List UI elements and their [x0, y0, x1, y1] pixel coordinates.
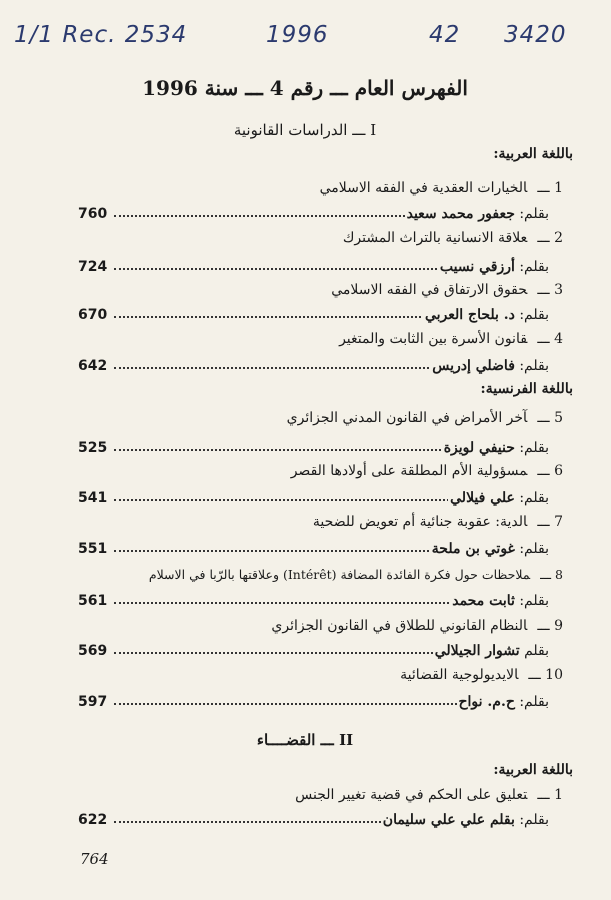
page-number: 551: [78, 541, 108, 557]
entry-author-line: 670 بقلم: د. بلحاج العربي: [78, 307, 549, 323]
author-name: تشوار الجيلالي: [434, 643, 520, 659]
entry-number: 9 ـــ: [537, 618, 563, 634]
page-number: 622: [78, 812, 108, 828]
entry-author-line: 760 بقلم: جعفور محمد سعيد: [78, 206, 549, 222]
author-name: علي فيلالي: [450, 490, 515, 506]
author-name: غوتي بن ملحة: [431, 541, 515, 557]
author-name: بقلم علي علي سليمان: [382, 812, 515, 828]
entry-author-line: 561 بقلم: ثابت محمد: [78, 593, 549, 609]
page-number: 525: [78, 440, 108, 456]
handwritten-ref: 1/1 Rec. 2534: [14, 22, 188, 48]
page-title: الفهرس العام ـــ رقم 4 ـــ سنة 1996: [142, 76, 468, 100]
page-number: 642: [78, 358, 108, 374]
handwritten-annotation: [14, 22, 574, 58]
entry-title: 8 ـــملاحظات حول فكرة الفائدة المضافة (Intérêt) وعلاقتها بالرّبا في الاسلام: [148, 567, 563, 582]
language-label-arabic: باللغة العربية:: [493, 762, 573, 778]
entry-title: 6 ـــمسؤولية الأم المطلقة على أولادها القصر: [290, 463, 563, 479]
author-name: فاضلي إدريس: [432, 358, 515, 374]
entry-author-line: 622 بقلم: بقلم علي علي سليمان: [78, 812, 549, 828]
page-number: 569: [78, 643, 108, 659]
entry-title: 9 ـــالنظام القانوني للطلاق في القانون الجزائري: [271, 618, 563, 634]
author-name: ح.م. نواح: [458, 694, 515, 710]
entry-author-line: 551 بقلم: غوتي بن ملحة: [78, 541, 549, 557]
language-label-arabic: باللغة العربية:: [493, 146, 573, 162]
entry-author-line: 525 بقلم: حنيفي لويزة: [78, 440, 549, 456]
entry-title: 7 ـــالدية: عقوبة جنائية أم تعويض للضحية: [312, 514, 563, 530]
entry-number: 10 ـــ: [528, 667, 563, 683]
footer-page-number: 764: [80, 850, 109, 868]
author-name: د. بلحاج العربي: [424, 307, 515, 323]
page-number: 760: [78, 206, 108, 222]
entry-title: 3 ـــحقوق الارتفاق في الفقه الاسلامي: [331, 282, 563, 298]
entry-number: 5 ـــ: [537, 410, 563, 426]
section-heading-judiciary: II ـــ القضــــاء: [256, 731, 354, 749]
entry-title: 1 ـــتعليق على الحكم في قضية تغيير الجنس: [295, 787, 563, 803]
page-number: 561: [78, 593, 108, 609]
handwritten-vol: 42: [429, 22, 461, 48]
entry-number: 3 ـــ: [537, 282, 563, 298]
entry-title: 2 ـــعلاقة الانسانية بالتراث المشترك: [342, 230, 563, 246]
entry-number: 8 ـــ: [540, 567, 563, 582]
entry-author-line: 597 بقلم: ح.م. نواح: [78, 694, 549, 710]
entry-title: 4 ـــقانون الأسرة بين الثابت والمتغير: [339, 331, 563, 347]
page-number: 724: [78, 259, 108, 275]
entry-author-line: 541 بقلم: علي فيلالي: [78, 490, 549, 506]
page-number: 541: [78, 490, 108, 506]
entry-number: 7 ـــ: [537, 514, 563, 530]
entry-title: 1 ـــالخيارات العقدية في الفقه الاسلامي: [319, 180, 563, 196]
author-name: حنيفي لويزة: [443, 440, 515, 456]
entry-number: 2 ـــ: [537, 230, 563, 246]
entry-author-line: 642 بقلم: فاضلي إدريس: [78, 358, 549, 374]
entry-title: 10 ـــالايديولوجية القضائية: [400, 667, 563, 683]
page-number: 670: [78, 307, 108, 323]
handwritten-year: 1996: [266, 22, 329, 48]
entry-author-line: 569 بقلم تشوار الجيلالي: [78, 643, 549, 659]
entry-number: 4 ـــ: [537, 331, 563, 347]
entry-title: 5 ـــآخر الأمراض في القانون المدني الجزائري: [286, 410, 563, 426]
page-number: 597: [78, 694, 108, 710]
handwritten-code: 3420: [504, 22, 567, 48]
entry-number: 1 ـــ: [537, 180, 563, 196]
language-label-french: باللغة الفرنسية:: [480, 381, 573, 397]
author-name: جعفور محمد سعيد: [406, 206, 515, 222]
entry-number: 6 ـــ: [537, 463, 563, 479]
section-heading-legal-studies: I ـــ الدراسات القانونية: [233, 121, 377, 139]
author-name: ثابت محمد: [452, 593, 515, 609]
entry-number: 1 ـــ: [537, 787, 563, 803]
entry-author-line: 724 بقلم: أرزقي نسيب: [78, 259, 549, 275]
author-name: أرزقي نسيب: [439, 259, 515, 275]
